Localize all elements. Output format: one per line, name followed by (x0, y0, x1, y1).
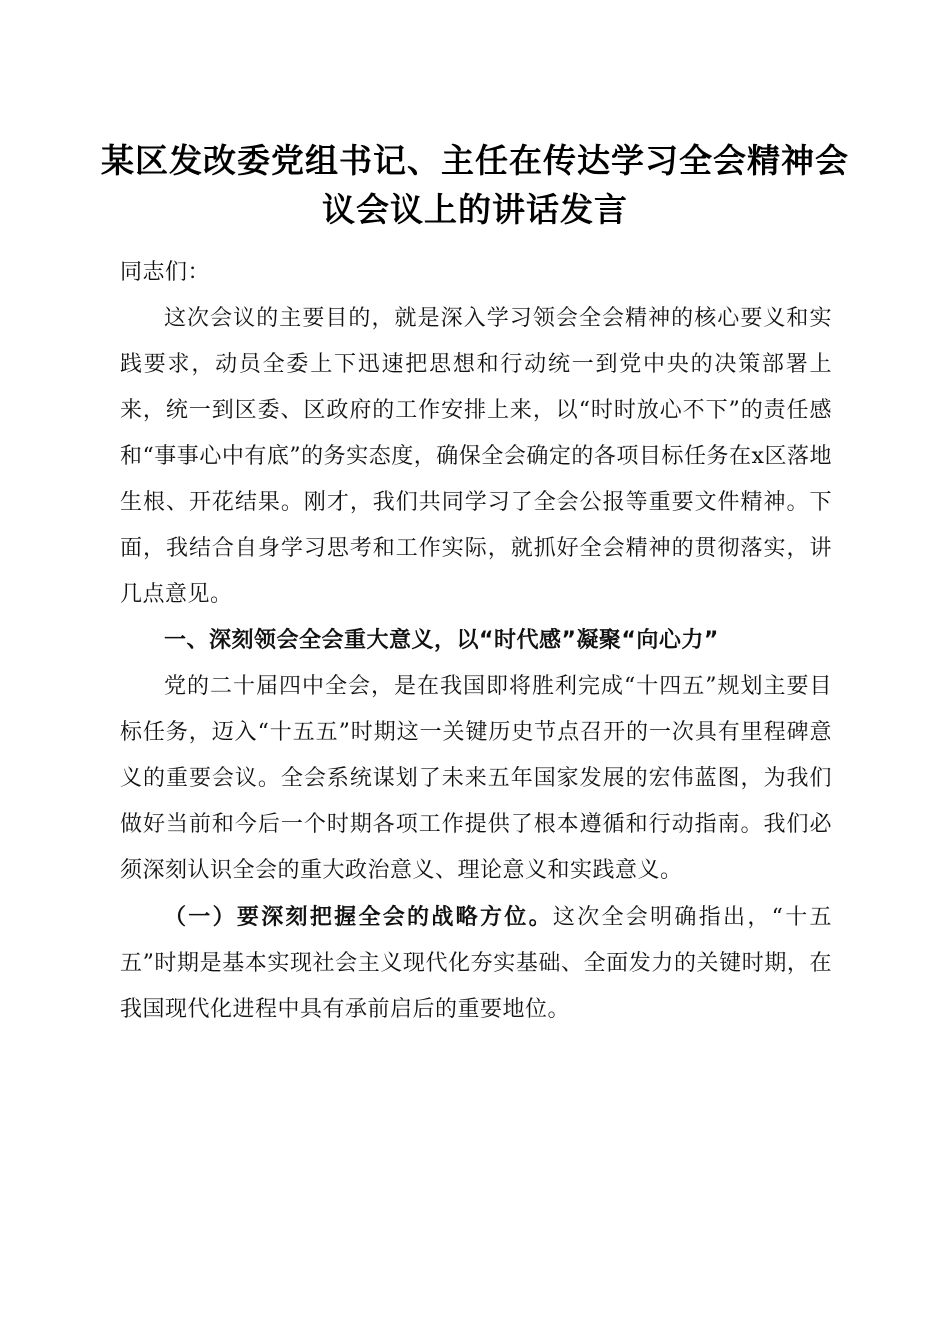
document-title: 某区发改委党组书记、主任在传达学习全会精神会议会议上的讲话发言 (101, 141, 849, 229)
subsection-1-lead: （一）要深刻把握全会的战略方位。 (164, 904, 553, 930)
subsection-1-text: 这次全会明确指出，“十五五”时期是基本实现社会主义现代化夯实基础、全面发力的关键时期，在我国现代化进程中具有承前启后的重要地位。 (120, 905, 832, 1022)
section-1-heading: 一、深刻领会全会重大意义，以“时代感”凝聚“向心力” (164, 628, 719, 653)
section-1-paragraph: 党的二十届四中全会，是在我国即将胜利完成“十四五”规划主要目标任务，迈入“十五五”时期这一关键历史节点召开的一次具有里程碑意义的重要会议。全会系统谋划了未来五年国家发展的宏伟蓝图，为我们做好当前和今后一个时期各项工作提供了根本遵循和行动指南。我们必须深刻认识全会的重大政治意义、理论意义和实践意义。 (120, 674, 832, 883)
document-body (120, 250, 832, 1033)
intro-paragraph: 这次会议的主要目的，就是深入学习领会全会精神的核心要义和实践要求，动员全委上下迅速把思想和行动统一到党中央的决策部署上来，统一到区委、区政府的工作安排上来，以“时时放心不下”的责任感和“事事心中有底”的务实态度，确保全会确定的各项目标任务在x区落地生根、开花结果。刚才，我们共同学习了全会公报等重要文件精神。下面，我结合自身学习思考和工作实际，就抓好全会精神的贯彻落实，讲几点意见。 (120, 306, 832, 607)
subsection-1-paragraph (120, 894, 832, 1033)
salutation: 同志们： (120, 260, 211, 285)
